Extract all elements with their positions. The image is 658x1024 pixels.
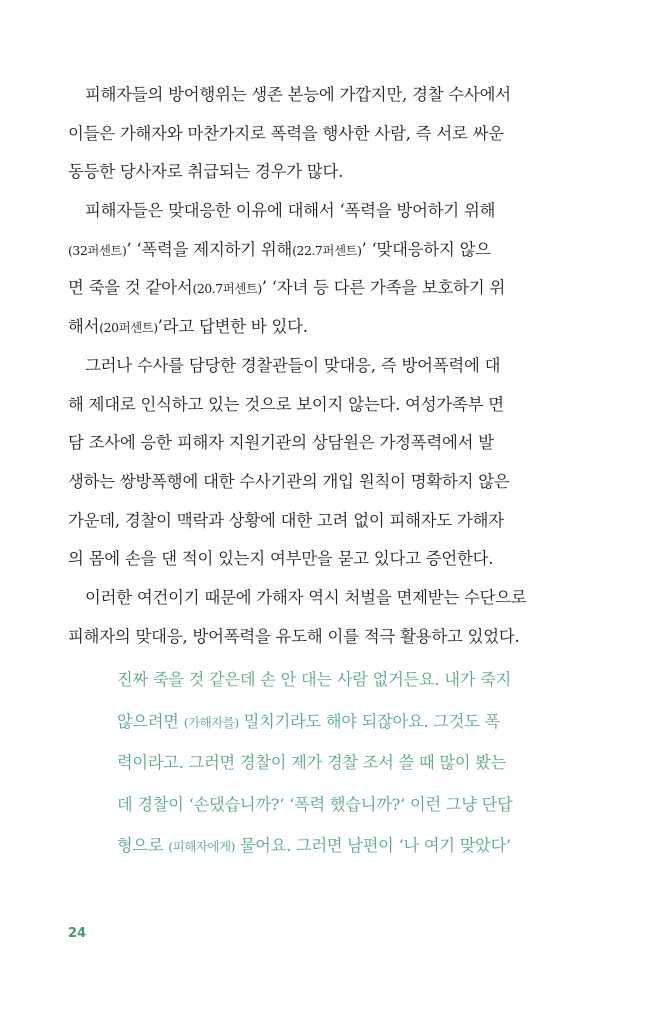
quote-line (117, 742, 553, 784)
text-segment: 데 경찰이 ‘손댔습니까?’ ‘폭력 했습니까?’ 이런 그냥 단답 (117, 794, 513, 814)
text-segment: 이들은 가해자와 마찬가지로 폭력을 행사한 사람, 즉 서로 싸운 (68, 123, 504, 143)
paragraph-line (68, 502, 552, 541)
paragraph-line (68, 386, 552, 425)
text-segment: ’ ‘폭력을 제지하기 위해 (126, 239, 293, 259)
paragraph-line (68, 618, 552, 657)
paragraph-line (68, 463, 552, 502)
text-segment: 진짜 죽을 것 같은데 손 안 대는 사람 없거든요. 내가 죽지 (117, 670, 512, 689)
text-segment: 해서 (68, 317, 100, 337)
body-text (68, 76, 552, 656)
quote-line (117, 659, 553, 701)
paragraph (68, 76, 552, 192)
paragraph-line (68, 115, 552, 154)
text-segment: 면 죽을 것 같아서 (68, 278, 193, 298)
annotation-text: (피해자에게) (168, 839, 235, 854)
paragraph-line (68, 540, 552, 579)
text-segment: 이러한 여건이기 때문에 가해자 역시 처벌을 면제받는 수단으로 (85, 587, 527, 607)
annotation-text: (32퍼센트) (68, 242, 127, 258)
text-segment: 피해자들의 방어행위는 생존 본능에 가깝지만, 경찰 수사에서 (85, 85, 511, 104)
quote-line (117, 701, 553, 743)
quote-line (117, 825, 553, 867)
text-segment: 피해자의 맞대응, 방어폭력을 유도해 이를 적극 활용하고 있었다. (68, 626, 520, 646)
quote-line (117, 784, 553, 826)
annotation-text: (20.7퍼센트) (192, 281, 262, 297)
text-segment: 의 몸에 손을 댄 적이 있는지 여부만을 묻고 있다고 증언한다. (68, 549, 494, 569)
text-segment: ’ ‘자녀 등 다른 가족을 보호하기 위 (261, 278, 506, 298)
paragraph-line (68, 76, 552, 115)
paragraph (68, 579, 552, 656)
text-segment: 력이라고. 그러면 경찰이 제가 경찰 조서 쓸 때 많이 봤는 (117, 753, 507, 772)
text-segment: 피해자들은 맞대응한 이유에 대해서 ‘폭력을 방어하기 위해 (85, 201, 496, 221)
annotation-text: (22.7퍼센트) (292, 242, 362, 258)
paragraph-line (68, 424, 552, 463)
paragraph-line (68, 347, 552, 386)
annotation-text: (가해자를) (183, 714, 239, 730)
paragraph-line (68, 579, 552, 618)
paragraph (68, 192, 552, 347)
text-segment: ’ ‘맞대응하지 않으 (361, 239, 491, 259)
paragraph-line (68, 269, 552, 308)
text-segment: 가운데, 경찰이 맥락과 상황에 대한 고려 없이 피해자도 가해자 (68, 510, 504, 530)
annotation-text: (20퍼센트) (99, 320, 158, 336)
paragraph-line (68, 153, 552, 192)
text-segment: 해 제대로 인식하고 있는 것으로 보이지 않는다. 여성가족부 면 (68, 394, 504, 414)
page-number: 24 (68, 926, 87, 941)
text-segment: 그러나 수사를 담당한 경찰관들이 맞대응, 즉 방어폭력에 대 (85, 355, 501, 375)
text-segment: 않으려면 (117, 711, 184, 731)
text-segment: 동등한 당사자로 취급되는 경우가 많다. (68, 162, 344, 182)
paragraph-line (68, 192, 552, 231)
text-segment: 물어요. 그러면 남편이 ‘나 여기 맞았다’ (234, 836, 511, 855)
paragraph-line (68, 231, 552, 270)
text-segment: 담 조사에 응한 피해자 지원기관의 상담원은 가정폭력에서 발 (68, 433, 494, 453)
text-segment: ’라고 답변한 바 있다. (157, 317, 308, 337)
text-segment: 생하는 쌍방폭행에 대한 수사기관의 개입 원칙이 명확하지 않은 (68, 471, 510, 491)
interview-quote (117, 659, 553, 867)
paragraph-line (68, 308, 552, 347)
paragraph (68, 347, 552, 579)
text-segment: 밀치기라도 해야 되잖아요. 그것도 폭 (238, 711, 500, 731)
text-segment: 형으로 (117, 836, 169, 855)
